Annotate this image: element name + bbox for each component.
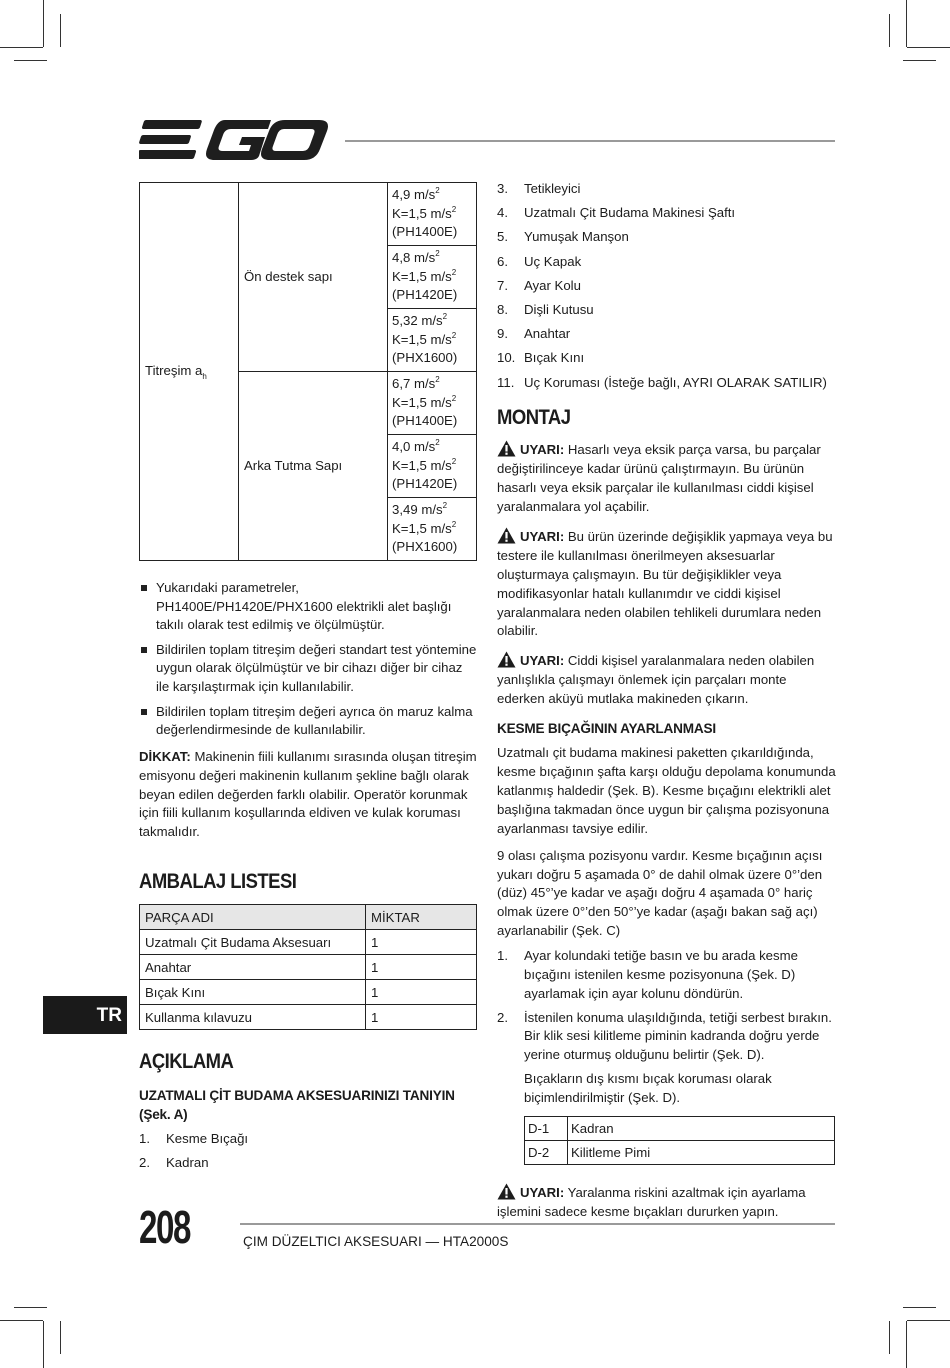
- header-rule: [345, 140, 835, 142]
- description-title: AÇIKLAMA: [139, 1050, 234, 1074]
- crop-mark: [60, 14, 61, 47]
- caution-paragraph: DİKKAT: Makinenin fiili kullanımı sırasında oluşan titreşim emisyonu değeri makinenin kullanım şekline bağlı olarak beyan edilen değerden farklı olabilir. Operatör korunmak için fiili kullanım koşullarında eldiven ve kulak koruması takmalıdır.: [139, 748, 477, 840]
- table-row: [140, 1005, 477, 1030]
- paragraph: Bıçakların dış kısmı bıçak koruması olarak biçimlendirilmiştir (Şek. D).: [524, 1070, 772, 1105]
- list-item: 8. Dişli Kutusu: [497, 301, 594, 317]
- vibration-value-cell: 6,7 $m/s^2$ K=1,5 $m/s^2$ (PH1400E): [388, 372, 477, 435]
- warning-icon: [497, 651, 516, 668]
- warning-paragraph: UYARI: Ciddi kişisel yaralanmalara neden olabilen yanlışlıkla çalışmayı önlemek için parçaları monte ederken aküyü mutlaka makineden çıkarın.: [497, 653, 815, 707]
- warning-icon: [497, 1183, 516, 1200]
- list-item: 1. Ayar kolundaki tetiğe basın ve bu arada kesme bıçağını istenilen kesme pozisyonuna (Şek. D) ayarlamak için ayar kolunu döndürün.: [497, 948, 798, 1001]
- table-cell: 1: [366, 955, 477, 980]
- list-item: 3. Tetikleyici: [497, 181, 581, 196]
- list-item: 5. Yumuşak Manşon: [497, 229, 629, 245]
- list-item: 2. İstenilen konuma ulaşıldığında, tetiği serbest bırakın. Bir klik sesi kilitleme piminin kadranda doğru yerde yerine oturmuş olduğunu belirtir (Şek. D).: [497, 1009, 832, 1063]
- crop-mark: [0, 1320, 43, 1321]
- warning-paragraph: UYARI: Yaralanma riskini azaltmak için ayarlama işlemini sadece kesme bıçakları dururken yapın.: [497, 1184, 806, 1219]
- parts-table: [524, 1116, 835, 1165]
- table-cell: 1: [366, 980, 477, 1005]
- warning-icon: [497, 527, 516, 544]
- right-column: [497, 180, 837, 1222]
- list-item: Bildirilen toplam titreşim değeri standart test yöntemine uygun olarak ölçülmüştür ve bir cihazı diğer bir cihaz ile karşılaştırmak için kullanılabilir.: [139, 641, 477, 697]
- list-item: 9. Anahtar: [497, 326, 571, 342]
- crop-mark: [903, 60, 936, 61]
- list-item: Bildirilen toplam titreşim değeri ayrıca ön maruz kalma değerlendirmesinde de kullanılabilir.: [139, 703, 477, 740]
- table-cell: D-1: [525, 1116, 568, 1140]
- table-cell: 1: [366, 930, 477, 955]
- table-cell: D-2: [525, 1140, 568, 1164]
- list-item: 6. Uç Kapak: [497, 253, 582, 269]
- packing-list-table: [139, 904, 477, 1030]
- table-row: [140, 980, 477, 1005]
- paragraph: Uzatmalı çit budama makinesi paketten çıkarıldığında, kesme bıçağının şafta karşı olduğu depolama konumunda katlanmış haldedir (Şek. B). Kesme bıçağını elektrikli alet başlığına takmadan önce uygun bir çalışma pozisyonuna ayarlanması tavsiye edilir.: [497, 745, 836, 836]
- ego-logo: [139, 118, 329, 162]
- language-tab: TR: [43, 996, 127, 1034]
- crop-mark: [907, 1320, 950, 1321]
- table-cell: Anahtar: [140, 955, 366, 980]
- montaj-title: MONTAJ: [497, 406, 571, 430]
- table-cell: 1: [366, 1005, 477, 1030]
- packing-list-title: AMBALAJ LISTESI: [139, 870, 297, 894]
- vibration-value-cell: 4,0 $m/s^2$ K=1,5 $m/s^2$ (PH1420E): [388, 435, 477, 498]
- vibration-value-cell: 5,32 $m/s^2$ K=1,5 $m/s^2$ (PHX1600): [388, 309, 477, 372]
- warning-paragraph: UYARI: Hasarlı veya eksik parça varsa, bu parçalar değiştirilinceye kadar ürünü çalıştırmayın. Bu ürünün hasarlı veya eksik parçalar ile kullanılması ciddi kişisel yaralanmalara yol açabilir.: [497, 442, 821, 515]
- paragraph: 9 olası çalışma pozisyonu vardır. Kesme bıçağının açısı yukarı doğru 5 aşamada 0° de dahil olmak üzere 0°’den (düz) 45°’ye kadar ve aşağı doğru 4 aşamada 0° hariç olmak üzere 0°’den 50°’ye kadar (aşağı bakan sağ açı) ayarlanabilir (Şek. C): [497, 847, 823, 939]
- crop-mark: [906, 1321, 907, 1368]
- parts-list: [139, 1130, 477, 1173]
- crop-mark: [0, 47, 43, 48]
- list-item: 10. Bıçak Kını: [497, 350, 585, 366]
- crop-mark: [906, 0, 907, 47]
- table-cell: Kullanma kılavuzu: [140, 1005, 366, 1030]
- list-item: Yukarıdaki parametreler, PH1400E/PH1420E/PHX1600 elektrikli alet başlığı takılı olarak test edilmiş ve ölçülmüştür.: [139, 579, 477, 635]
- table-header: PARÇA ADI: [140, 905, 366, 930]
- table-cell: Kilitleme Pimi: [568, 1140, 835, 1164]
- crop-mark: [907, 47, 950, 48]
- crop-mark: [889, 14, 890, 47]
- table-row: [525, 1140, 835, 1164]
- vibration-value-cell: 4,8 $m/s^2$ K=1,5 $m/s^2$ (PH1420E): [388, 246, 477, 309]
- list-item: 7. Ayar Kolu: [497, 277, 581, 293]
- vibration-group-name: Ön destek sapı: [239, 183, 388, 372]
- table-row: [140, 930, 477, 955]
- parts-list-continued: [497, 180, 837, 392]
- vibration-value-cell: 4,9 $m/s^2$ K=1,5 $m/s^2$ (PH1400E): [388, 183, 477, 246]
- table-cell: Bıçak Kını: [140, 980, 366, 1005]
- list-item: 2. Kadran: [139, 1155, 209, 1171]
- table-header: MİKTAR: [366, 905, 477, 930]
- crop-mark: [14, 1307, 47, 1308]
- vibration-label: Titreşim $a_h$: [140, 183, 239, 561]
- table-row: [525, 1116, 835, 1140]
- list-item: 11. Uç Koruması (İsteğe bağlı, AYRI OLARAK SATILIR): [497, 374, 827, 390]
- crop-mark: [60, 1321, 61, 1354]
- description-subtitle: UZATMALI ÇİT BUDAMA AKSESUARINIZI TANIYIN (Şek. A): [139, 1088, 455, 1123]
- list-item: 4. Uzatmalı Çit Budama Makinesi Şaftı: [497, 205, 736, 221]
- vibration-group-name: Arka Tutma Sapı: [239, 372, 388, 561]
- left-column: [139, 182, 477, 1173]
- warning-icon: [497, 440, 516, 457]
- vibration-table: [139, 182, 477, 561]
- crop-mark: [43, 1321, 44, 1368]
- steps-list: [497, 947, 837, 1065]
- list-item: 1. Kesme Bıçağı: [139, 1131, 249, 1147]
- vibration-value-cell: 3,49 $m/s^2$ K=1,5 $m/s^2$ (PHX1600): [388, 498, 477, 561]
- table-row: [140, 955, 477, 980]
- crop-mark: [903, 1307, 936, 1308]
- crop-mark: [43, 0, 44, 47]
- notes-list: [139, 579, 477, 740]
- table-cell: Uzatmalı Çit Budama Aksesuarı: [140, 930, 366, 955]
- footer-rule: [240, 1223, 835, 1225]
- page-number: 208: [139, 1201, 190, 1253]
- blade-adjust-title: KESME BIÇAĞININ AYARLANMASI: [497, 721, 716, 737]
- crop-mark: [889, 1321, 890, 1354]
- footer-title: ÇIM DÜZELTICI AKSESUARI — HTA2000S: [243, 1234, 509, 1249]
- crop-mark: [14, 60, 47, 61]
- table-cell: Kadran: [568, 1116, 835, 1140]
- warning-paragraph: UYARI: Bu ürün üzerinde değişiklik yapmaya veya bu testere ile kullanılması önerilmeyen aksesuarlar oluşturmaya çalışmayın. Bu tür değişiklikler veya modifikasyonlar hatalı kullanımdır ve ciddi kişisel yaralanmalara neden olabilen tehlikeli durumlara neden olabilir.: [497, 528, 833, 639]
